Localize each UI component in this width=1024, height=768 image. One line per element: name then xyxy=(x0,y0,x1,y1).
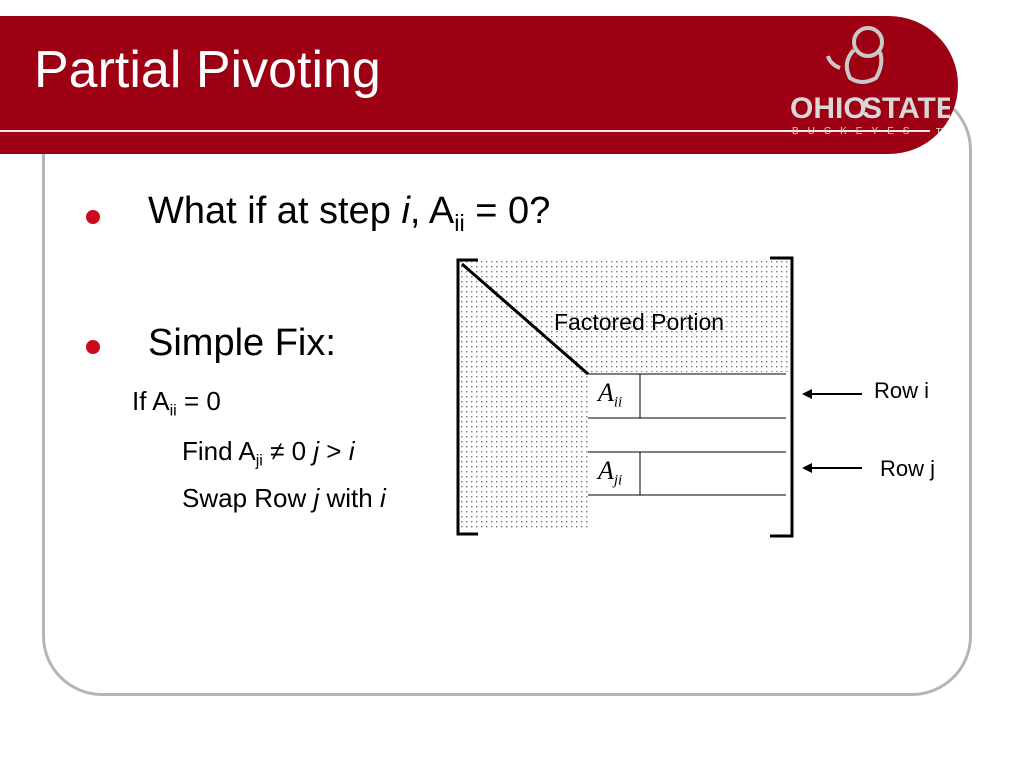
bullet-2-text: Simple Fix: xyxy=(148,322,336,364)
a-ji-label: $A_{ji}$ xyxy=(598,456,623,489)
matrix-diagram xyxy=(450,250,830,550)
bullet-dot-1 xyxy=(86,210,100,224)
brand-state: STATE xyxy=(862,92,950,125)
row-i-label: Row i xyxy=(874,378,930,403)
bullet-dot-2 xyxy=(86,340,100,354)
a-ii-label: $A_{ii}$ xyxy=(598,378,623,411)
brand-ohio: OHIO xyxy=(790,92,867,125)
row-arrows xyxy=(798,380,868,480)
step-swap: Swap Row j with i xyxy=(182,483,386,513)
brand-tm: TM xyxy=(936,127,948,136)
step-find: Find $A_{ji} \ne 0$ j > i xyxy=(182,436,355,470)
factored-portion-label: Factored Portion xyxy=(554,309,725,335)
factored-region-left xyxy=(458,372,588,530)
brutus-mascot-icon xyxy=(780,20,950,140)
brand-buckeyes: BUCKEYES xyxy=(792,126,919,137)
ohio-state-logo xyxy=(780,20,950,140)
slide-title: Partial Pivoting xyxy=(34,41,381,99)
row-j-label: Row j xyxy=(880,456,936,481)
bullet-1-text: What if at step i, $A_{ii} = 0$? xyxy=(148,190,551,237)
step-if: If $A_{ii} = 0$ xyxy=(132,386,221,420)
